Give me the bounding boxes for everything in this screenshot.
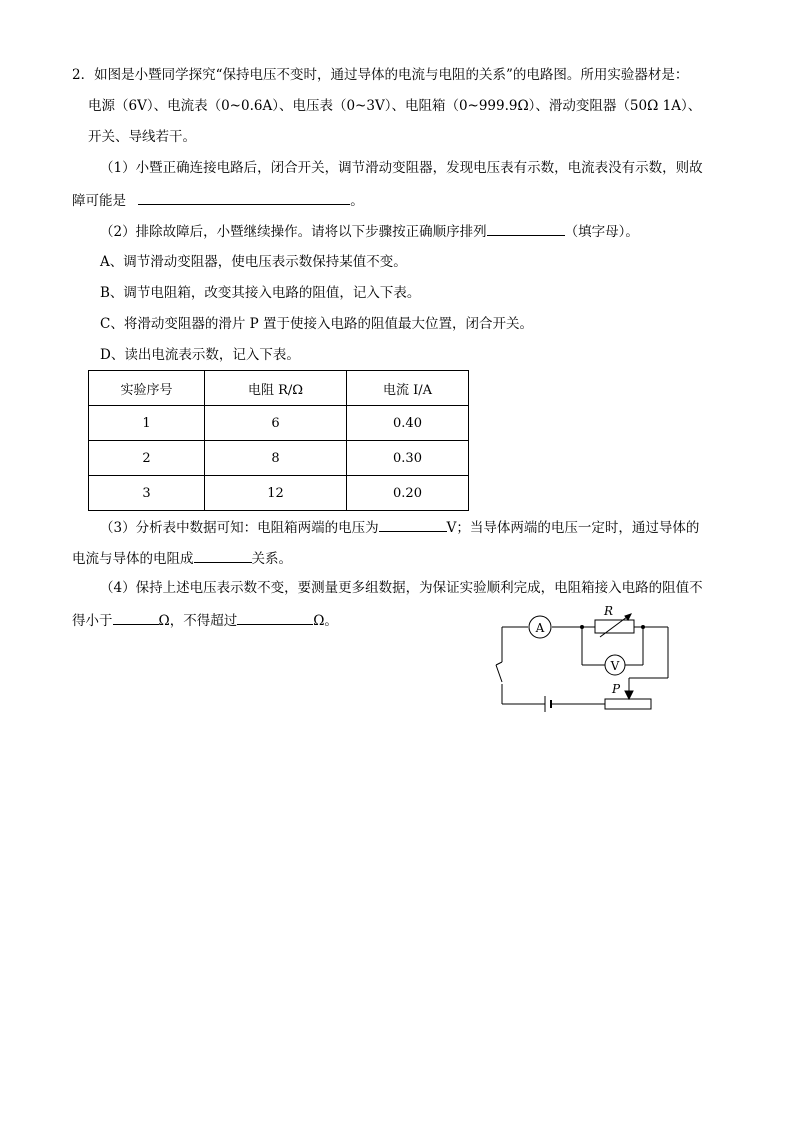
step-a: A、调节滑动变阻器，使电压表示数保持某值不变。 bbox=[100, 254, 407, 270]
q4-suffix: Ω。 bbox=[313, 613, 338, 629]
table-cell: 8 bbox=[205, 441, 347, 476]
table-row bbox=[89, 406, 469, 441]
ammeter-label: A bbox=[535, 621, 545, 635]
data-table bbox=[88, 370, 469, 511]
step-b: B、调节电阻箱，改变其接入电路的阻值，记入下表。 bbox=[100, 285, 421, 301]
q2-prefix: （2）排除故障后，小暨继续操作。请将以下步骤按正确顺序排列 bbox=[100, 224, 487, 240]
resistor-label: R bbox=[604, 604, 614, 618]
q3-mid: V；当导体两端的电压一定时，通过导体的 bbox=[446, 520, 700, 536]
q4-line2 bbox=[72, 610, 338, 630]
q3-voltage-blank[interactable] bbox=[379, 517, 447, 532]
q2-suffix: （填字母）。 bbox=[564, 224, 639, 240]
table-cell: 2 bbox=[89, 441, 205, 476]
circuit-diagram bbox=[488, 600, 678, 715]
slider-label: P bbox=[612, 682, 621, 696]
table-cell: 3 bbox=[89, 476, 205, 511]
table-cell: 6 bbox=[205, 406, 347, 441]
voltmeter-label: V bbox=[610, 659, 620, 673]
q4-line1: （4）保持上述电压表示数不变，要测量更多组数据，为保证实验顺利完成，电阻箱接入电路的阻值不 bbox=[100, 580, 703, 596]
step-d: D、读出电流表示数，记入下表。 bbox=[100, 347, 300, 363]
junction-dot bbox=[641, 625, 645, 629]
question-intro-line1: 2．如图是小暨同学探究“保持电压不变时，通过导体的电流与电阻的关系”的电路图。所用实验器材是： bbox=[72, 67, 689, 83]
slider-arrow-icon bbox=[625, 691, 633, 699]
table-row bbox=[89, 476, 469, 511]
step-c: C、将滑动变阻器的滑片 P 置于使接入电路的阻值最大位置，闭合开关。 bbox=[100, 316, 533, 332]
table-header-row bbox=[89, 371, 469, 406]
table-cell: 0.40 bbox=[347, 406, 469, 441]
resistor-arrow-icon bbox=[625, 614, 631, 620]
q1-prefix: 障可能是 bbox=[72, 193, 126, 209]
table-header-cell: 电流 I/A bbox=[347, 371, 469, 406]
question-intro-line3: 开关、导线若干。 bbox=[88, 129, 196, 145]
table-cell: 1 bbox=[89, 406, 205, 441]
table-header-cell: 实验序号 bbox=[89, 371, 205, 406]
table-cell: 12 bbox=[205, 476, 347, 511]
junction-dot bbox=[580, 625, 584, 629]
table-cell: 0.30 bbox=[347, 441, 469, 476]
question-intro-line2: 电源（6V）、电流表（0~0.6A）、电压表（0~3V）、电阻箱（0~999.9Ω）、滑动变阻器（50Ω 1A）、 bbox=[88, 98, 702, 114]
q1-line2 bbox=[72, 190, 364, 210]
q3-line1 bbox=[100, 517, 699, 537]
q1-answer-blank[interactable] bbox=[138, 190, 350, 205]
q1-line1: （1）小暨正确连接电路后，闭合开关，调节滑动变阻器，发现电压表有示数，电流表没有示数，则故 bbox=[100, 160, 703, 176]
q4-max-blank[interactable] bbox=[237, 610, 313, 625]
table-row bbox=[89, 441, 469, 476]
q3-line2 bbox=[72, 548, 292, 568]
table-header-cell: 电阻 R/Ω bbox=[205, 371, 347, 406]
rheostat-body bbox=[605, 699, 651, 709]
q3-line2-prefix: 电流与导体的电阻成 bbox=[72, 551, 194, 567]
q3-prefix: （3）分析表中数据可知：电阻箱两端的电压为 bbox=[100, 520, 379, 536]
q3-relation-blank[interactable] bbox=[194, 548, 252, 563]
table-cell: 0.20 bbox=[347, 476, 469, 511]
q4-min-blank[interactable] bbox=[113, 610, 159, 625]
switch-lever bbox=[496, 662, 502, 665]
q1-suffix: 。 bbox=[350, 193, 364, 209]
q3-line2-suffix: 关系。 bbox=[251, 551, 292, 567]
switch-lever bbox=[496, 665, 502, 682]
q4-prefix: 得小于 bbox=[72, 613, 113, 629]
q2-line bbox=[100, 221, 639, 241]
q2-answer-blank[interactable] bbox=[487, 221, 565, 236]
q4-mid: Ω，不得超过 bbox=[158, 613, 238, 629]
